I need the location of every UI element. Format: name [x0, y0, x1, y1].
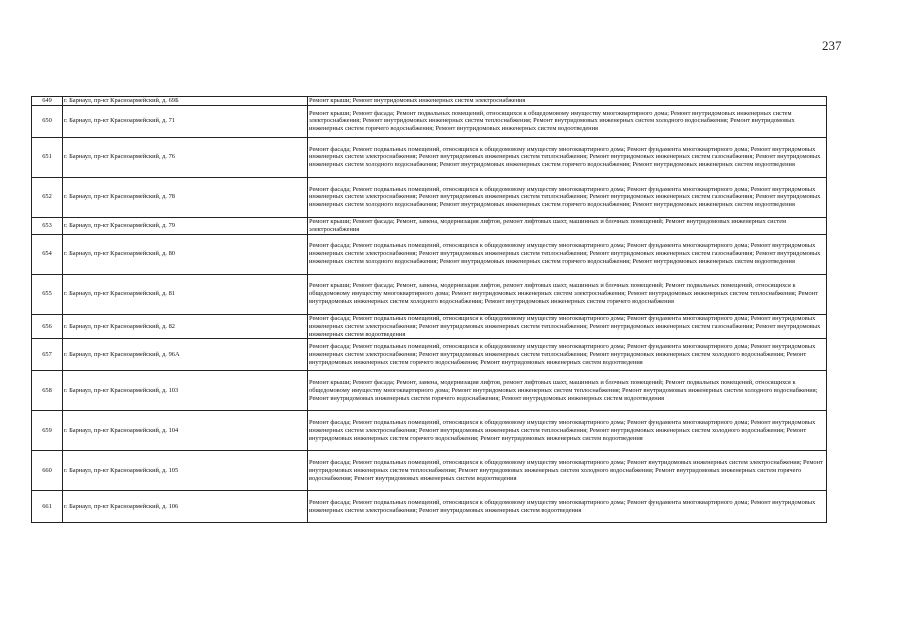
row-works: Ремонт крыши; Ремонт фасада; Ремонт, замена, модернизация лифтов, ремонт лифтовых шахт, машинных и блочных помещений; Ремонт внутридомовых инженерных систем электроснабжения — [308, 217, 827, 234]
row-address: г. Барнаул, пр-кт Красноармейский, д. 104 — [63, 411, 308, 451]
row-works: Ремонт фасада; Ремонт подвальных помещений, относящихся к общедомовому имуществу многоквартирного дома; Ремонт фундамента многоквартирного дома; Ремонт внутридомовых инженерных систем электроснабжения; Ремонт внутридомовых инженерных систем теплоснабжения; Ремонт внутридомовых инженерных систем холодного водоснабжения; Ремонт внутридомовых инженерных систем горячего водоснабжения; Ремонт внутридомовых инженерных систем водоотведения — [308, 339, 827, 371]
row-works: Ремонт крыши; Ремонт фасада; Ремонт подвальных помещений, относящихся к общедомовому имуществу многоквартирного дома; Ремонт внутридомовых инженерных систем электроснабжения; Ремонт внутридомовых инженерных систем теплоснабжения; Ремонт внутридомовых инженерных систем холодного водоснабжения; Ремонт внутридомовых инженерных систем горячего водоснабжения; Ремонт внутридомовых инженерных систем водоотведения — [308, 105, 827, 137]
row-works: Ремонт фасада; Ремонт подвальных помещений, относящихся к общедомовому имуществу многоквартирного дома; Ремонт фундамента многоквартирного дома; Ремонт внутридомовых инженерных систем электроснабжения; Ремонт внутридомовых инженерных систем теплоснабжения; Ремонт внутридомовых инженерных систем газоснабжения; Ремонт внутридомовых инженерных систем холодного водоснабжения; Ремонт внутридомовых инженерных систем горячего водоснабжения; Ремонт внутридомовых инженерных систем водоотведения — [308, 234, 827, 274]
table-row — [32, 371, 827, 411]
row-number: 659 — [32, 411, 63, 451]
row-works: Ремонт фасада; Ремонт подвальных помещений, относящихся к общедомовому имуществу многоквартирного дома; Ремонт фундамента многоквартирного дома; Ремонт внутридомовых инженерных систем электроснабжения; Ремонт внутридомовых инженерных систем теплоснабжения; Ремонт внутридомовых инженерных систем газоснабжения; Ремонт внутридомовых инженерных систем холодного водоснабжения; Ремонт внутридомовых инженерных систем горячего водоснабжения; Ремонт внутридомовых инженерных систем водоотведения — [308, 177, 827, 217]
row-address: г. Барнаул, пр-кт Красноармейский, д. 76 — [63, 137, 308, 177]
row-address: г. Барнаул, пр-кт Красноармейский, д. 82 — [63, 314, 308, 339]
row-address: г. Барнаул, пр-кт Красноармейский, д. 79 — [63, 217, 308, 234]
row-number: 654 — [32, 234, 63, 274]
table-row — [32, 105, 827, 137]
table-row — [32, 491, 827, 523]
table-row — [32, 339, 827, 371]
row-number: 655 — [32, 274, 63, 314]
table-row — [32, 137, 827, 177]
row-number: 657 — [32, 339, 63, 371]
table-row — [32, 274, 827, 314]
row-number: 656 — [32, 314, 63, 339]
row-number: 652 — [32, 177, 63, 217]
row-works: Ремонт фасада; Ремонт подвальных помещений, относящихся к общедомовому имуществу многоквартирного дома; Ремонт внутридомовых инженерных систем электроснабжения; Ремонт внутридомовых инженерных систем теплоснабжения; Ремонт внутридомовых инженерных систем холодного водоснабжения; Ремонт внутридомовых инженерных систем горячего водоснабжения; Ремонт внутридомовых инженерных систем водоотведения — [308, 451, 827, 491]
row-address: г. Барнаул, пр-кт Красноармейский, д. 71 — [63, 105, 308, 137]
row-works: Ремонт крыши; Ремонт фасада; Ремонт, замена, модернизация лифтов, ремонт лифтовых шахт, машинных и блочных помещений; Ремонт подвальных помещений, относящихся к общедомовому имуществу многоквартирного дома; Ремонт внутридомовых инженерных систем теплоснабжения; Ремонт внутридомовых инженерных систем холодного водоснабжения; Ремонт внутридомовых инженерных систем горячего водоснабжения; Ремонт внутридомовых инженерных систем водоотведения — [308, 371, 827, 411]
row-works: Ремонт фасада; Ремонт подвальных помещений, относящихся к общедомовому имуществу многоквартирного дома; Ремонт фундамента многоквартирного дома; Ремонт внутридомовых инженерных систем электроснабжения; Ремонт внутридомовых инженерных систем теплоснабжения; Ремонт внутридомовых инженерных систем газоснабжения; Ремонт внутридомовых инженерных систем холодного водоснабжения; Ремонт внутридомовых инженерных систем горячего водоснабжения; Ремонт внутридомовых инженерных систем водоотведения — [308, 137, 827, 177]
row-address: г. Барнаул, пр-кт Красноармейский, д. 106 — [63, 491, 308, 523]
row-address: г. Барнаул, пр-кт Красноармейский, д. 80 — [63, 234, 308, 274]
row-works: Ремонт фасада; Ремонт подвальных помещений, относящихся к общедомовому имуществу многоквартирного дома; Ремонт фундамента многоквартирного дома; Ремонт внутридомовых инженерных систем электроснабжения; Ремонт внутридомовых инженерных систем теплоснабжения; Ремонт внутридомовых инженерных систем холодного водоснабжения; Ремонт внутридомовых инженерных систем горячего водоснабжения; Ремонт внутридомовых инженерных систем водоотведения — [308, 411, 827, 451]
row-address: г. Барнаул, пр-кт Красноармейский, д. 96А — [63, 339, 308, 371]
row-works: Ремонт фасада; Ремонт подвальных помещений, относящихся к общедомовому имуществу многоквартирного дома; Ремонт фундамента многоквартирного дома; Ремонт внутридомовых инженерных систем электроснабжения; Ремонт внутридомовых инженерных систем водоотведения — [308, 491, 827, 523]
row-number: 658 — [32, 371, 63, 411]
page-number: 237 — [822, 38, 842, 53]
row-number: 660 — [32, 451, 63, 491]
table-body — [32, 97, 827, 523]
table-row — [32, 451, 827, 491]
row-address: г. Барнаул, пр-кт Красноармейский, д. 81 — [63, 274, 308, 314]
row-address: г. Барнаул, пр-кт Красноармейский, д. 78 — [63, 177, 308, 217]
table-row — [32, 411, 827, 451]
repair-works-table — [31, 96, 827, 523]
row-number: 661 — [32, 491, 63, 523]
row-number: 653 — [32, 217, 63, 234]
row-works: Ремонт крыши; Ремонт фасада; Ремонт, замена, модернизация лифтов, ремонт лифтовых шахт, машинных и блочных помещений; Ремонт подвальных помещений, относящихся к общедомовому имуществу многоквартирного дома; Ремонт внутридомовых инженерных систем электроснабжения; Ремонт внутридомовых инженерных систем теплоснабжения; Ремонт внутридомовых инженерных систем холодного водоснабжения; Ремонт внутридомовых инженерных систем горячего водоснабжения — [308, 274, 827, 314]
table-row — [32, 314, 827, 339]
row-number: 649 — [32, 97, 63, 106]
table-row — [32, 177, 827, 217]
row-address: г. Барнаул, пр-кт Красноармейский, д. 105 — [63, 451, 308, 491]
row-address: г. Барнаул, пр-кт Красноармейский, д. 69Б — [63, 97, 308, 106]
row-number: 650 — [32, 105, 63, 137]
table-row — [32, 217, 827, 234]
row-works: Ремонт крыши; Ремонт внутридомовых инженерных систем электроснабжения — [308, 97, 827, 106]
table-row — [32, 234, 827, 274]
row-number: 651 — [32, 137, 63, 177]
row-works: Ремонт фасада; Ремонт подвальных помещений, относящихся к общедомовому имуществу многоквартирного дома; Ремонт фундамента многоквартирного дома; Ремонт внутридомовых инженерных систем электроснабжения; Ремонт внутридомовых инженерных систем теплоснабжения; Ремонт внутридомовых инженерных систем газоснабжения; Ремонт внутридомовых инженерных систем водоотведения — [308, 314, 827, 339]
table-row — [32, 97, 827, 106]
row-address: г. Барнаул, пр-кт Красноармейский, д. 103 — [63, 371, 308, 411]
